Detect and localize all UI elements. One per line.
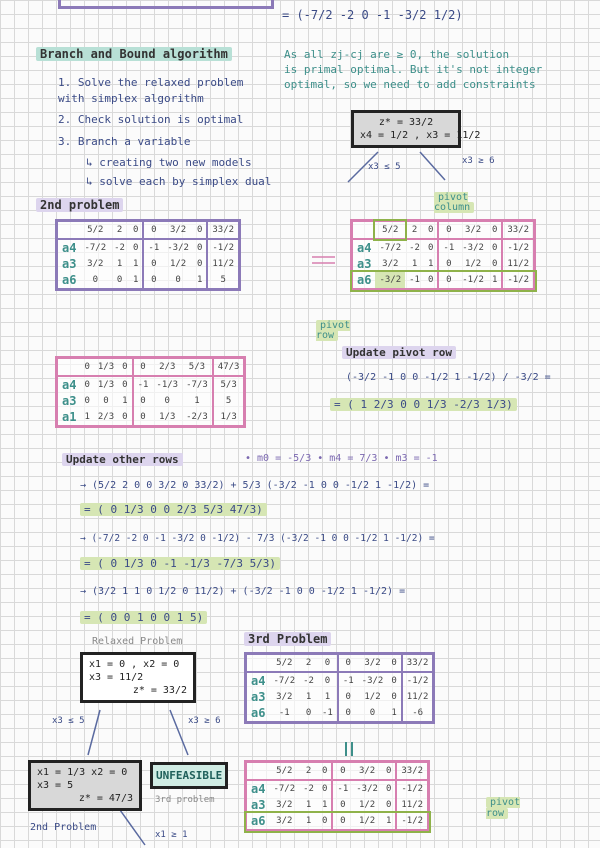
update-other-line-3: → (-7/2 -2 0 -1 -3/2 0 -1/2) - 7/3 (-3/2 -1 0 0 -1/2 1 -1/2) = bbox=[80, 533, 435, 544]
unfeasible-box: UNFEASIBLE bbox=[150, 762, 228, 789]
table-third-problem: 5/2 2 0 0 3/2 0 33/2 a4 -7/2 -2 0 -1 -3/2 0 -1/2 a3 3/2 1 1 0 1/2 0 11/2 a6 -1 0 -1 0 0 1 -6 bbox=[244, 652, 435, 724]
relaxed-x12: x1 = 0 , x2 = 0 bbox=[89, 659, 180, 670]
bb-step-2: 2. Check solution is optimal bbox=[58, 113, 244, 126]
branch-left-top: x3 ≤ 5 bbox=[368, 162, 401, 172]
update-pivot-eq1: (-3/2 -1 0 0 -1/2 1 -1/2) / -3/2 = bbox=[346, 372, 551, 383]
bb-title: Branch and Bound algorithm bbox=[36, 47, 232, 61]
update-other-m: • m0 = -5/3 • m4 = 7/3 • m3 = -1 bbox=[245, 453, 438, 464]
pivot-column-label: pivot column bbox=[434, 193, 494, 213]
tree-right-branch: x3 ≥ 6 bbox=[188, 716, 221, 726]
table-third-problem-pivot: 5/2 2 0 0 3/2 0 33/2 a4 -7/2 -2 0 -1 -3/2 0 -1/2 a3 3/2 1 1 0 1/2 0 11/2 a6 3/2 1 0 0 1/2 1 -1/2 bbox=[244, 760, 430, 832]
solution-box bbox=[351, 110, 481, 148]
relaxed-label: Relaxed Problem bbox=[92, 636, 183, 647]
third-problem-label: 3rd Problem bbox=[244, 632, 331, 646]
update-pivot-eq2: = ( 1 2/3 0 0 1/3 -2/3 1/3) bbox=[330, 398, 517, 411]
second-label-small: 2nd Problem bbox=[30, 822, 97, 833]
table-pivot-setup: 5/2 2 0 0 3/2 0 33/2 a4 -7/2 -2 0 -1 -3/2 0 -1/2 a3 3/2 1 1 0 1/2 0 11/2 a6 -3/2 -1 0 0 -1/2 1 -1/2 bbox=[350, 219, 536, 291]
second-problem-label: 2nd problem bbox=[36, 198, 123, 212]
sol-x: x4 = 1/2 , x3 = 11/2 bbox=[360, 130, 481, 141]
left-x3: x3 = 5 bbox=[37, 780, 74, 791]
pivot-row-label: pivot row bbox=[316, 320, 351, 341]
table-after-pivot: 0 1/3 0 0 2/3 5/3 47/3 a4 0 1/3 0 -1 -1/3 -7/3 5/3 a3 0 0 1 0 0 1 5 a1 1 2/3 0 0 1/3 -2/3 1/3 bbox=[55, 356, 246, 428]
update-other-line-6: = ( 0 0 1 0 0 1 5) bbox=[80, 611, 207, 624]
update-other-line-2: = ( 0 1/3 0 0 2/3 5/3 47/3) bbox=[80, 503, 267, 516]
table-second-problem: 5/2 2 0 0 3/2 0 33/2 a4 -7/2 -2 0 -1 -3/2 0 -1/2 a3 3/2 1 1 0 1/2 0 11/2 a6 0 0 1 0 0 1 5 bbox=[55, 219, 241, 291]
top-table-fragment bbox=[58, 0, 274, 9]
top-equation: = (-7/2 -2 0 -1 -3/2 1/2) bbox=[282, 8, 463, 22]
pivot-row-label-2: pivot row bbox=[486, 797, 521, 819]
left-node-box bbox=[28, 760, 142, 811]
sol-z: z* = 33/2 bbox=[378, 117, 434, 128]
third-label-small: 3rd problem bbox=[155, 795, 215, 805]
update-pivot-label: Update pivot row bbox=[342, 346, 456, 359]
note-line-3: optimal, so we need to add constraints bbox=[284, 78, 536, 91]
note-line-1: As all zj-cj are ≥ 0, the solution bbox=[284, 48, 510, 61]
update-other-line-5: → (3/2 1 1 0 1/2 0 11/2) + (-3/2 -1 0 0 -1/2 1 -1/2) = bbox=[80, 586, 406, 597]
relaxed-box bbox=[80, 652, 196, 703]
update-other-line-1: → (5/2 2 0 0 3/2 0 33/2) + 5/3 (-3/2 -1 0 0 -1/2 1 -1/2) = bbox=[80, 480, 430, 491]
left-x12: x1 = 1/3 x2 = 0 bbox=[37, 767, 128, 778]
bb-step-3b: ↳ solve each by simplex dual bbox=[86, 175, 272, 188]
note-line-2: is primal optimal. But it's not integer bbox=[284, 63, 543, 76]
update-other-label: Update other rows bbox=[62, 453, 183, 466]
update-other-line-4: = ( 0 1/3 0 -1 -1/3 -7/3 5/3) bbox=[80, 557, 280, 570]
bottom-branch: x1 ≥ 1 bbox=[155, 830, 188, 840]
bb-step-1: 1. Solve the relaxed problem bbox=[58, 76, 244, 89]
bb-step-3a: ↳ creating two new models bbox=[86, 156, 252, 169]
bb-step-1b: with simplex algorithm bbox=[58, 92, 204, 105]
left-z: z* = 47/3 bbox=[78, 793, 133, 804]
branch-right-top: x3 ≥ 6 bbox=[462, 156, 495, 166]
relaxed-x3: x3 = 11/2 bbox=[89, 672, 144, 683]
tree-left-branch: x3 ≤ 5 bbox=[52, 716, 85, 726]
bb-step-3: 3. Branch a variable bbox=[58, 135, 191, 148]
relaxed-z: z* = 33/2 bbox=[132, 685, 187, 696]
